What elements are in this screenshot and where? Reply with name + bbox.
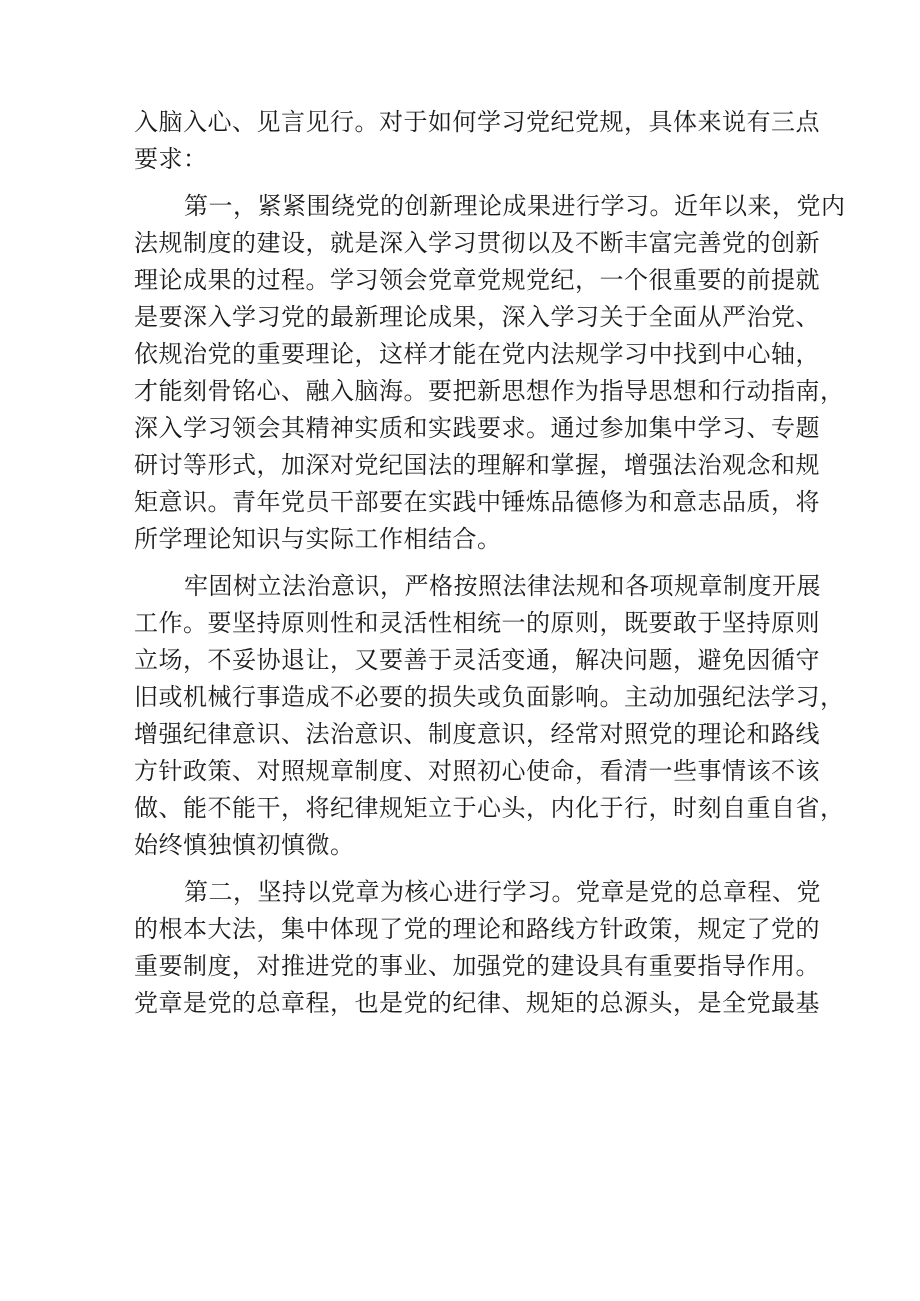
- document-body: [134, 104, 846, 1022]
- text-line: 所学理论知识与实际工作相结合。: [134, 525, 502, 553]
- text-line: 矩意识。青年党员干部要在实践中锤炼品德修为和意志品质，将: [134, 488, 820, 516]
- text-line: 始终慎独慎初慎微。: [134, 831, 355, 859]
- text-line: 的根本大法，集中体现了党的理论和路线方针政策，规定了党的: [134, 915, 820, 943]
- text-line: 入脑入心、见言见行。对于如何学习党纪党规，具体来说有三点: [134, 108, 820, 136]
- text-line: 第二，坚持以党章为核心进行学习。党章是党的总章程、党: [184, 878, 821, 906]
- text-line: 重要制度，对推进党的事业、加强党的建设具有重要指导作用。: [134, 952, 820, 980]
- text-line: 理论成果的过程。学习领会党章党规党纪，一个很重要的前提就: [134, 266, 820, 294]
- text-line: 深入学习领会其精神实质和实践要求。通过参加集中学习、专题: [134, 414, 820, 442]
- text-line: 才能刻骨铭心、融入脑海。要把新思想作为指导思想和行动指南，: [134, 377, 845, 405]
- text-line: 依规治党的重要理论，这样才能在党内法规学习中找到中心轴，: [134, 340, 820, 368]
- text-line: 工作。要坚持原则性和灵活性相统一的原则，既要敢于坚持原则: [134, 609, 820, 637]
- paragraph-1: [134, 104, 820, 178]
- text-line: 是要深入学习党的最新理论成果，深入学习关于全面从严治党、: [134, 303, 820, 331]
- paragraph-3: [134, 568, 845, 864]
- paragraph-2: [134, 188, 846, 558]
- text-line: 法规制度的建设，就是深入学习贯彻以及不断丰富完善党的创新: [134, 229, 820, 257]
- text-line: 做、能不能干，将纪律规矩立于心头，内化于行，时刻自重自省，: [134, 794, 845, 822]
- text-line: 方针政策、对照规章制度、对照初心使命，看清一些事情该不该: [134, 757, 820, 785]
- text-line: 党章是党的总章程，也是党的纪律、规矩的总源头，是全党最基: [134, 989, 820, 1017]
- text-line: 研讨等形式，加深对党纪国法的理解和掌握，增强法治观念和规: [134, 451, 820, 479]
- text-line: 第一，紧紧围绕党的创新理论成果进行学习。近年以来，党内: [184, 192, 846, 220]
- text-line: 增强纪律意识、法治意识、制度意识，经常对照党的理论和路线: [134, 720, 820, 748]
- text-line: 旧或机械行事造成不必要的损失或负面影响。主动加强纪法学习，: [134, 683, 845, 711]
- text-line: 要求：: [134, 145, 208, 173]
- paragraph-4: [134, 874, 821, 1022]
- text-line: 牢固树立法治意识，严格按照法律法规和各项规章制度开展: [184, 572, 821, 600]
- text-line: 立场，不妥协退让，又要善于灵活变通，解决问题，避免因循守: [134, 646, 820, 674]
